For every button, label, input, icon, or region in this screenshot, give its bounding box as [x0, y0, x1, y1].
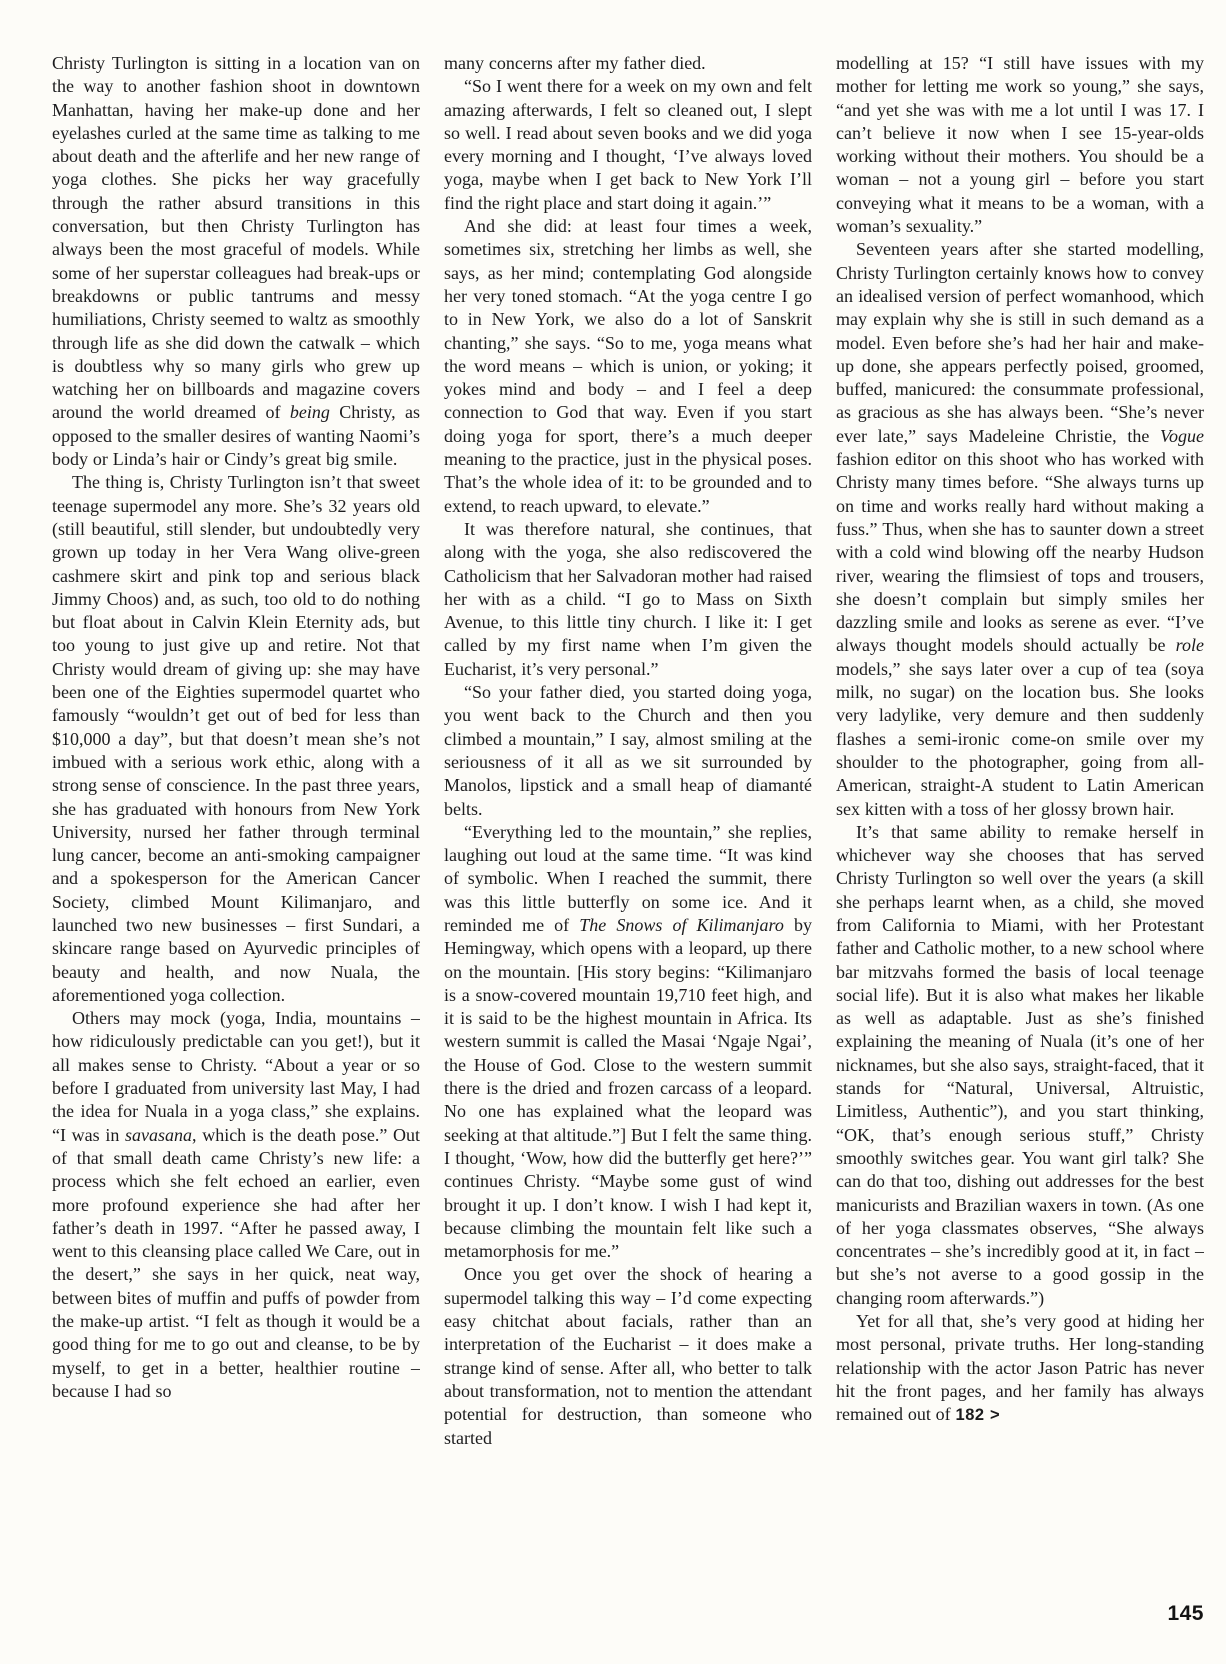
- text-segment: And she did: at least four times a week, sometimes six, stretching her limbs as well, she says, as her mind; contemplating God alongside her very toned stomach. “At the yoga centre I go to in New York, we also do a lot of Sanskrit chanting,” she says. “So to me, yoga means what the word means – which is union, or yoking; it yokes mind and body – and I feel a deep connection to God that way. Even if you start doing yoga for sport, there’s a much deeper meaning to the practice, just in the physical poses. That’s the whole idea of it: to be grounded and to extend, to reach upward, to elevate.”: [444, 216, 812, 516]
- paragraph: [52, 1007, 420, 1403]
- text-segment: Christy, as opposed to the smaller desires of wanting Naomi’s body or Linda’s hair or Cindy’s great big smile.: [52, 402, 420, 470]
- text-segment: fashion editor on this shoot who has worked with Christy many times before. “She always turns up on time and works really hard without making a fuss.” Thus, when she has to saunter down a street with a cold wind blowing off the nearby Hudson river, wearing the flimsiest of tops and trousers, she doesn’t complain but simply smiles her dazzling smile and looks as serene as ever. “I’ve always thought models should actually be: [836, 449, 1204, 656]
- text-segment: It was therefore natural, she continues, that along with the yoga, she also rediscovered the Catholicism that her Salvadoran mother had raised her with as a child. “I go to Mass on Sixth Avenue, to this little tiny church. I like it: I get called by my first name when I’m given the Eucharist, it’s very personal.”: [444, 518, 812, 679]
- page-number: 145: [1167, 1602, 1204, 1625]
- paragraph: [836, 238, 1204, 820]
- article-column-3: [836, 52, 1204, 1548]
- paragraph: [444, 52, 812, 75]
- text-segment: Yet for all that, she’s very good at hiding her most personal, private truths. Her long-standing relationship with the actor Jason Patric has never hit the front pages, and her family has always remained out of: [836, 1311, 1204, 1425]
- text-segment: modelling at 15? “I still have issues with my mother for letting me work so young,” she says, “and yet she was with me a lot until I was 17. I can’t believe it now when I see 15-year-olds working without their mothers. You should be a woman – not a young girl – before you start conveying what it means to be a woman, with a woman’s sexuality.”: [836, 53, 1204, 237]
- paragraph: [836, 821, 1204, 1310]
- text-segment: The thing is, Christy Turlington isn’t that sweet teenage supermodel any more. She’s 32 years old (still beautiful, still slender, but undoubtedly very grown up today in her Vera Wang olive-green cashmere skirt and pink top and serious black Jimmy Choos) and, as such, too old to do nothing but float about in Calvin Klein Eternity ads, but too young to just give up and retire. Not that Christy would dream of giving up: she may have been one of the Eighties supermodel quartet who famously “wouldn’t get out of bed for less than $10,000 a day”, but that doesn’t mean she’s not imbued with a serious work ethic, along with a strong sense of conscience. In the past three years, she has graduated with honours from New York University, nursed her father through terminal lung cancer, become an anti-smoking campaigner and a spokesperson for the American Cancer Society, climbed Mount Kilimanjaro, and launched two new businesses – first Sundari, a skincare range based on Ayurvedic principles of beauty and health, and now Nuala, the aforementioned yoga collection.: [52, 472, 420, 1005]
- paragraph: [444, 518, 812, 681]
- paragraph: [836, 52, 1204, 238]
- text-segment: “So I went there for a week on my own and felt amazing afterwards, I felt so cleaned out, I slept so well. I read about seven books and we did yoga every morning and I thought, ‘I’ve always loved yoga, maybe when I get back to New York I’ll find the right place and start doing it again.’”: [444, 76, 812, 213]
- paragraph: [444, 215, 812, 518]
- text-segment: “Everything led to the mountain,” she replies, laughing out loud at the same time. “It was kind of symbolic. When I reached the summit, there was this little butterfly on some ice. And it reminded me of: [444, 821, 812, 935]
- text-segment: models,” she says later over a cup of tea (soya milk, no sugar) on the location bus. She looks very ladylike, very demure and then suddenly flashes a semi-ironic come-on smile over my shoulder to the photographer, going from all-American, straight-A student to Latin American sex kitten with a toss of her glossy brown hair.: [836, 658, 1204, 819]
- text-segment: being: [289, 402, 330, 423]
- article-column-2: [444, 52, 812, 1548]
- text-segment: by Hemingway, which opens with a leopard, up there on the mountain. [His story begins: “Kilimanjaro is a snow-covered mountain 19,710 feet high, and it is said to be the highest mountain in Africa. Its western summit is called the Masai ‘Ngaje Ngai’, the House of God. Close to the western summit there is the dried and frozen carcass of a leopard. No one has explained what the leopard was seeking at that altitude.”] But I felt the same thing. I thought, ‘Wow, how did the butterfly get here?’” continues Christy. “Maybe some gust of wind brought it up. I don’t know. I wish I had kept it, because climbing the mountain felt like such a metamorphosis for me.”: [444, 914, 812, 1262]
- paragraph: [836, 1310, 1204, 1427]
- text-segment: It’s that same ability to remake herself in whichever way she chooses that has served Christy Turlington so well over the years (a skill she perhaps learnt when, as a child, she moved from California to Miami, with her Protestant father and Catholic mother, to a new school where bar mitzvahs formed the basis of local teenage social life). But it is also what makes her likable as well as adaptable. Just as she’s finished explaining the meaning of Nuala (it’s one of her nicknames, but she also says, straight-faced, that it stands for “Natural, Universal, Altruistic, Limitless, Authentic”), and you start thinking, “OK, that’s enough serious stuff,” Christy smoothly switches gear. You want girl talk? She can do that too, dishing out addresses for the best manicurists and Brazilian waxers in town. (As one of her yoga classmates observes, “She always concentrates – she’s incredibly good at it, in fact – but she’s not averse to a good gossip in the changing room afterwards.”): [836, 821, 1204, 1308]
- article-body: [52, 52, 1204, 1548]
- text-segment: The Snows of Kilimanjaro: [579, 914, 784, 935]
- text-segment: Vogue: [1160, 425, 1204, 446]
- text-segment: role: [1175, 635, 1204, 656]
- text-segment: Others may mock (yoga, India, mountains – how ridiculously predictable can you get!), but it all makes sense to Christy. “About a year or so before I graduated from university last May, I had the idea for Nuala in a yoga class,” she explains. “I was in: [52, 1008, 420, 1145]
- paragraph: [444, 821, 812, 1264]
- article-column-1: [52, 52, 420, 1548]
- paragraph: [52, 471, 420, 1007]
- text-segment: savasana: [125, 1124, 193, 1145]
- text-segment: Once you get over the shock of hearing a supermodel talking this way – I’d come expecting easy chitchat about facials, rather than an interpretation of the Eucharist – it does make a strange kind of sense. After all, who better to talk about transformation, not to mention the attendant potential for destruction, than someone who started: [444, 1264, 812, 1448]
- paragraph: [444, 681, 812, 821]
- text-segment: Seventeen years after she started modelling, Christy Turlington certainly knows how to convey an idealised version of perfect womanhood, which may explain why she is still in such demand as a model. Even before she’s had her hair and make-up done, she appears perfectly poised, groomed, buffed, manicured: the consummate professional, as gracious as she has always been. “She’s never ever late,” says Madeleine Christie, the: [836, 239, 1204, 446]
- text-segment: many concerns after my father died.: [444, 53, 706, 73]
- paragraph: [52, 52, 420, 471]
- paragraph: [444, 75, 812, 215]
- text-segment: Christy Turlington is sitting in a location van on the way to another fashion shoot in downtown Manhattan, having her make-up done and her eyelashes curled at the same time as talking to me about death and the afterlife and her new range of yoga clothes. She picks her way gracefully through the rather absurd transitions in this conversation, but then Christy Turlington has always been the most graceful of models. While some of her superstar colleagues had break-ups or breakdowns or public tantrums and messy humiliations, Christy seemed to waltz as smoothly through life as she did down the catwalk – which is doubtless why so many girls who grew up watching her on billboards and magazine covers around the world dreamed of: [52, 53, 420, 423]
- text-segment: , which is the death pose.” Out of that small death came Christy’s new life: a process which she felt echoed an earlier, even more profound experience she had after her father’s death in 1997. “After he passed away, I went to this cleansing place called We Care, out in the desert,” she says in her quick, neat way, between bites of muffin and puffs of powder from the make-up artist. “I felt as though it would be a good thing for me to go out and cleanse, to be by myself, to get in a better, healthier routine – because I had so: [52, 1124, 420, 1401]
- text-segment: “So your father died, you started doing yoga, you went back to the Church and then you climbed a mountain,” I say, almost smiling at the seriousness of it all as we sit surrounded by Manolos, lipstick and a small heap of diamanté belts.: [444, 682, 812, 819]
- continuation-marker: 182 >: [955, 1406, 1001, 1425]
- paragraph: [444, 1263, 812, 1449]
